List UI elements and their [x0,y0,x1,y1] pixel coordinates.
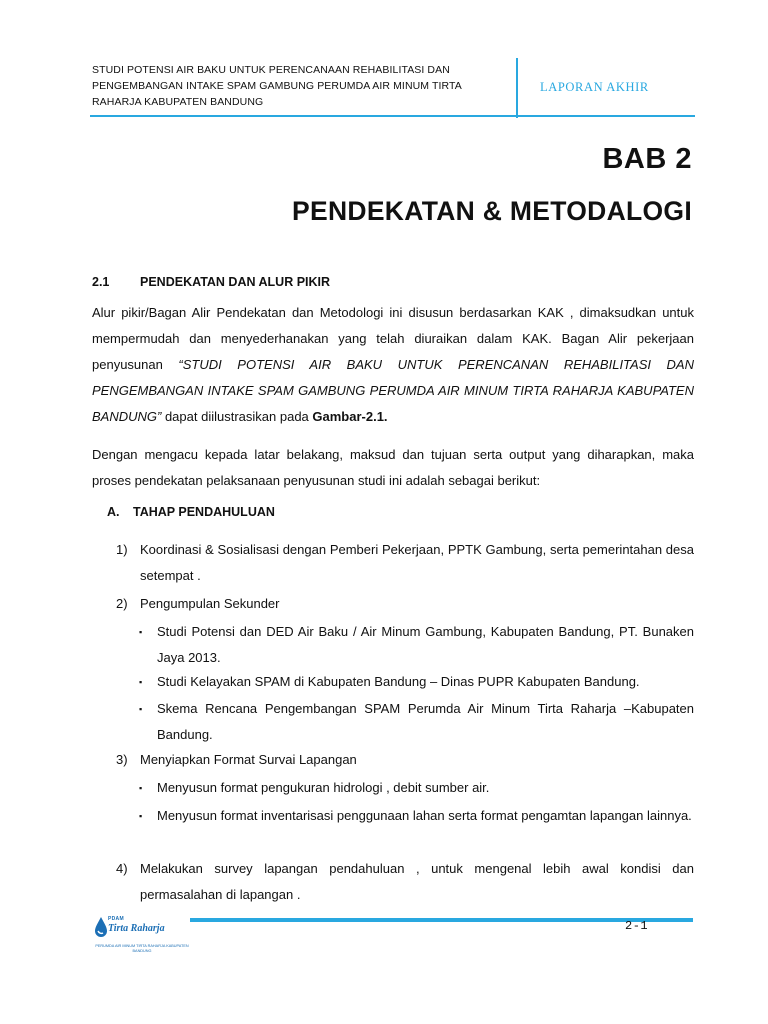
paragraph-intro-quote: “STUDI POTENSI AIR BAKU UNTUK PERENCANAN REHABILITASI DAN PENGEMBANGAN INTAKE SPAM GAMBUNG PERUMDA AIR MINUM TIRTA RAHARJA KABUPATEN BANDUNG” [92,357,694,424]
paragraph-approach: Dengan mengacu kepada latar belakang, maksud dan tujuan serta output yang diharapkan, maka proses pendekatan pelaksanaan penyusunan studi ini adalah sebagai berikut: [92,447,694,488]
logo-name-text: Tirta Raharja [108,923,165,934]
section-number: 2.1 [92,275,110,289]
list-item-number: 2) [116,596,128,611]
figure-reference: Gambar-2.1. [312,409,388,424]
section-title: PENDEKATAN DAN ALUR PIKIR [140,275,331,289]
chapter-title: PENDEKATAN & METODALOGI [292,196,692,226]
list-item-number: 3) [116,752,128,767]
bullet-text: Skema Rencana Pengembangan SPAM Perumda Air Minum Tirta Raharja –Kabupaten Bandung. [157,701,694,742]
bullet-item [139,775,694,801]
header-title-line: PENGEMBANGAN INTAKE SPAM GAMBUNG PERUMDA AIR MINUM TIRTA [92,80,462,92]
bullet-mark: ▪ [139,704,143,714]
document-header-title [92,62,512,110]
water-drop-logo-icon [94,916,108,938]
logo-sub-text: PERUMDA AIR MINUM TIRTA RAHARJA KABUPATEN BANDUNG [95,944,189,953]
paragraph-intro [92,300,694,430]
list-item [116,591,694,617]
paragraph-intro-text: Alur pikir/Bagan Alir Pendekatan dan Metodologi ini disusun berdasarkan KAK , dimaksudkan untuk mempermudah dan menyederhanakan yang telah diuraikan dalam KAK. Bagan Alir pekerjaan penyusunan [92,305,694,372]
header-title-line: RAHARJA KABUPATEN BANDUNG [92,96,264,108]
list-item [116,537,694,589]
logo-top-text: PDAM [108,916,124,922]
page-number: 2-1 [625,919,649,933]
bullet-item [139,696,694,748]
list-item-text: Pengumpulan Sekunder [140,596,280,611]
list-item-text: Melakukan survey lapangan pendahuluan , untuk mengenal lebih awal kondisi dan permasalahan di lapangan . [140,861,694,902]
paragraph-intro-middle: dapat diilustrasikan pada [161,409,313,424]
bullet-item [139,619,694,671]
bullet-mark: ▪ [139,811,143,821]
header-divider-horizontal [90,115,695,117]
bullet-item [139,803,694,829]
bullet-mark: ▪ [139,627,143,637]
bullet-text: Studi Kelayakan SPAM di Kabupaten Bandung – Dinas PUPR Kabupaten Bandung. [157,674,640,689]
header-divider-vertical [516,58,518,118]
list-item-text: Koordinasi & Sosialisasi dengan Pemberi Pekerjaan, PPTK Gambung, serta pemerintahan desa setempat . [140,542,694,583]
bullet-mark: ▪ [139,677,143,687]
pdam-logo [90,914,190,966]
stage-title: TAHAP PENDAHULUAN [133,505,275,519]
list-item-text: Menyiapkan Format Survai Lapangan [140,752,357,767]
footer-divider [190,918,693,922]
stage-heading [107,505,275,519]
bullet-text: Menyusun format pengukuran hidrologi , debit sumber air. [157,780,490,795]
section-heading [92,275,330,289]
list-item-number: 4) [116,861,128,876]
header-title-line: STUDI POTENSI AIR BAKU UNTUK PERENCANAAN REHABILITASI DAN [92,64,450,76]
bullet-mark: ▪ [139,783,143,793]
list-item [116,856,694,908]
stage-letter: A. [107,505,120,519]
bullet-text: Studi Potensi dan DED Air Baku / Air Minum Gambung, Kabupaten Bandung, PT. Bunaken Jaya 2013. [157,624,694,665]
list-item-number: 1) [116,542,128,557]
chapter-label: BAB 2 [602,143,692,175]
bullet-item [139,669,694,695]
report-type-label: LAPORAN AKHIR [540,80,649,94]
list-item [116,747,694,773]
bullet-text: Menyusun format inventarisasi penggunaan lahan serta format pengamtan lapangan lainnya. [157,808,692,823]
